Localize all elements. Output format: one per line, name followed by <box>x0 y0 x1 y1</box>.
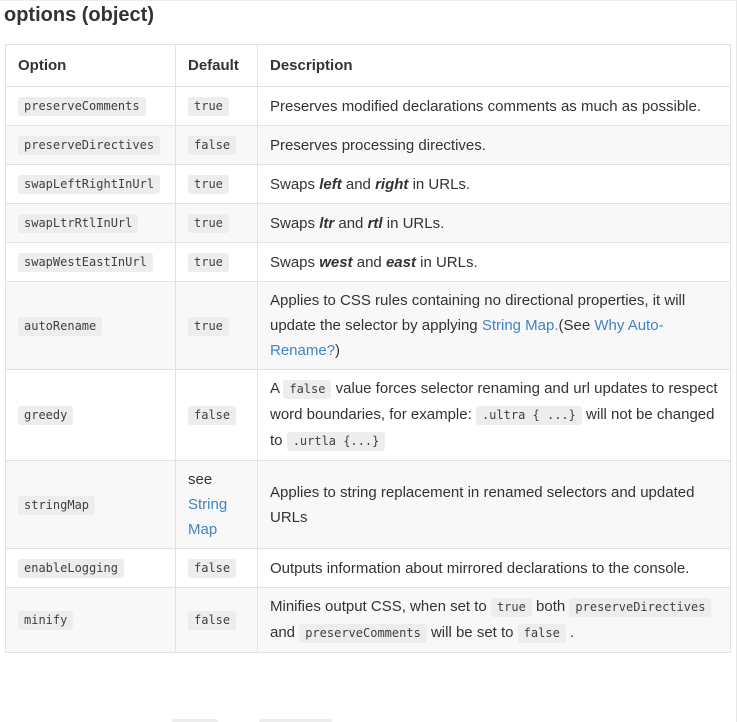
option-cell <box>6 282 176 370</box>
description-text: Preserves processing directives. <box>270 136 486 154</box>
description-text: ) <box>335 342 341 359</box>
option-name-code: autoRename <box>18 317 102 336</box>
option-name-code: stringMap <box>18 496 95 515</box>
description-text: and <box>270 624 300 641</box>
table-row <box>6 243 731 282</box>
description-cell <box>258 243 731 282</box>
header-row <box>6 45 731 87</box>
description-cell <box>258 588 731 653</box>
default-cell <box>176 165 258 204</box>
table-row <box>6 126 731 165</box>
description-text: Preserves modified declarations comments as much as possible. <box>270 97 702 115</box>
option-name-code: swapLeftRightInUrl <box>18 175 160 194</box>
inline-code: true <box>188 253 229 272</box>
default-cell <box>176 588 258 653</box>
inline-code: false <box>188 406 236 425</box>
inline-code: true <box>491 598 532 617</box>
inline-code: true <box>188 175 229 194</box>
option-cell <box>6 588 176 653</box>
doc-link[interactable]: String Map <box>188 496 228 538</box>
inline-code: false <box>518 624 566 643</box>
page-title: options (object) <box>4 4 154 26</box>
option-name-code: enableLogging <box>18 559 124 578</box>
description-cell <box>258 461 731 549</box>
description-text: and <box>341 175 376 193</box>
description-text: . <box>565 624 575 641</box>
inline-code: preserveDirectives <box>569 598 711 617</box>
inline-code: true <box>188 214 229 233</box>
emphasis-text: right <box>375 175 409 193</box>
description-cell <box>258 204 731 243</box>
default-cell <box>176 370 258 461</box>
table-row <box>6 370 731 461</box>
header-description: Description <box>258 45 731 87</box>
options-table-header <box>6 45 731 87</box>
emphasis-text: west <box>319 253 353 271</box>
default-cell <box>176 282 258 370</box>
description-text: value forces selector renaming and url updates to respect word boundaries, for example: <box>270 380 718 423</box>
description-cell <box>258 370 731 461</box>
emphasis-text: ltr <box>319 214 335 232</box>
doc-link[interactable]: Why Auto-Rename? <box>270 317 664 359</box>
option-name-code: minify <box>18 611 73 630</box>
table-row <box>6 282 731 370</box>
option-cell <box>6 165 176 204</box>
description-text: will not be changed to <box>270 406 715 449</box>
table-row <box>6 204 731 243</box>
option-name-code: swapWestEastInUrl <box>18 253 153 272</box>
inline-code: true <box>188 317 229 336</box>
emphasis-text: rtl <box>367 214 383 232</box>
inline-code: .urtla {...} <box>287 432 386 451</box>
description-cell <box>258 282 731 370</box>
description-text: in URLs. <box>382 214 445 232</box>
inline-code: true <box>188 97 229 116</box>
description-text: Applies to CSS rules containing no directional properties, it will update the selector by applying <box>270 292 686 334</box>
description-text: Outputs information about mirrored declarations to the console. <box>270 559 690 577</box>
option-cell <box>6 243 176 282</box>
table-row <box>6 549 731 588</box>
doc-link[interactable]: String Map. <box>481 317 559 334</box>
default-cell <box>176 126 258 165</box>
option-cell <box>6 126 176 165</box>
emphasis-text: left <box>319 175 342 193</box>
table-row <box>6 87 731 126</box>
default-cell <box>176 204 258 243</box>
table-row <box>6 165 731 204</box>
inline-code: preserveComments <box>299 624 427 643</box>
default-cell <box>176 87 258 126</box>
options-table <box>5 44 731 653</box>
options-table-body <box>6 87 731 653</box>
default-cell <box>176 549 258 588</box>
description-text: will be set to <box>426 624 518 641</box>
option-name-code: preserveDirectives <box>18 136 160 155</box>
inline-code: .ultra { ...} <box>476 406 582 425</box>
description-text: Swaps <box>270 253 320 271</box>
description-text: Swaps <box>270 175 320 193</box>
table-row <box>6 588 731 653</box>
description-text: A <box>270 380 284 397</box>
table-row <box>6 461 731 549</box>
description-text: and <box>334 214 368 232</box>
default-cell <box>176 243 258 282</box>
option-cell <box>6 204 176 243</box>
option-cell <box>6 461 176 549</box>
option-cell <box>6 87 176 126</box>
description-cell <box>258 165 731 204</box>
header-option: Option <box>6 45 176 87</box>
description-cell <box>258 87 731 126</box>
description-text: in URLs. <box>408 175 471 193</box>
inline-code: false <box>188 611 236 630</box>
emphasis-text: east <box>385 253 416 271</box>
description-text: in URLs. <box>415 253 478 271</box>
header-default: Default <box>176 45 258 87</box>
description-text: see <box>188 471 213 488</box>
option-name-code: swapLtrRtlInUrl <box>18 214 138 233</box>
default-cell <box>176 461 258 549</box>
description-cell <box>258 126 731 165</box>
description-text: (See <box>558 317 595 334</box>
option-cell <box>6 370 176 461</box>
inline-code: false <box>188 136 236 155</box>
description-cell <box>258 549 731 588</box>
description-text: Applies to string replacement in renamed selectors and updated URLs <box>270 483 695 526</box>
description-text: Minifies output CSS, when set to <box>270 598 491 615</box>
option-name-code: preserveComments <box>18 97 146 116</box>
option-cell <box>6 549 176 588</box>
option-name-code: greedy <box>18 406 73 425</box>
description-text: Swaps <box>270 214 320 232</box>
inline-code: false <box>188 559 236 578</box>
description-text: and <box>352 253 386 271</box>
description-text: both <box>531 598 570 615</box>
inline-code: false <box>283 380 331 399</box>
